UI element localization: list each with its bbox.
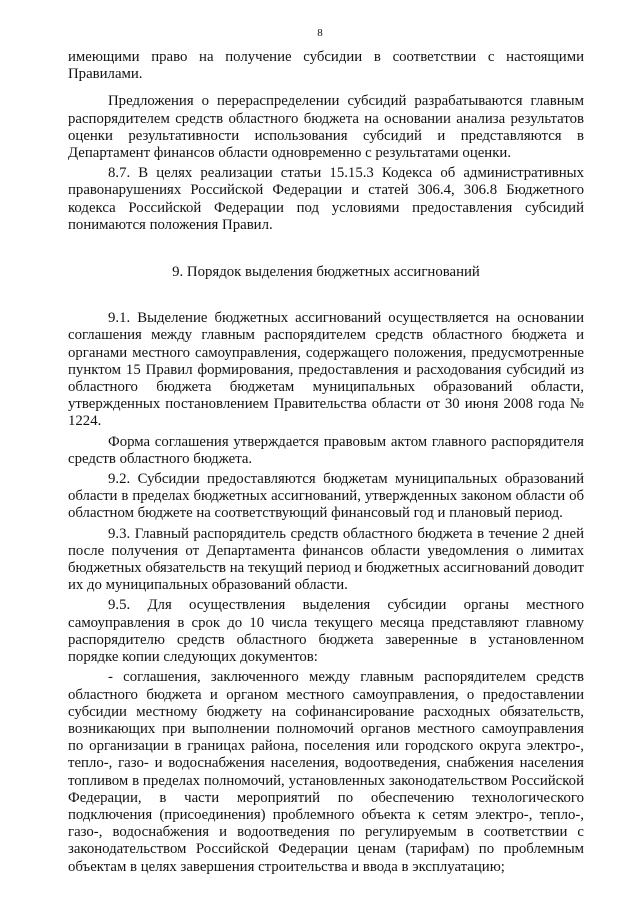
paragraph-9-5: 9.5. Для осуществления выделения субсидии органы местного самоуправления в срок до 10 числа текущего месяца представляют главному распорядителю средств областного бюджета заверенные в установленном порядке копии следующих документов: <box>68 597 584 666</box>
paragraph-9-3: 9.3. Главный распорядитель средств областного бюджета в течение 2 дней после получения от Департамента финансов области уведомления о лимитах бюджетных обязательств на текущий период и бюджетных ассигнований доводит их до муниципальных образований области. <box>68 525 584 594</box>
paragraph-continuation: имеющими право на получение субсидии в соответствии с настоящими Правилами. <box>68 49 584 83</box>
paragraph-agreement-form: Форма соглашения утверждается правовым актом главного распорядителя средств областного бюджета. <box>68 433 584 467</box>
section-heading: 9. Порядок выделения бюджетных ассигнований <box>172 264 480 281</box>
paragraph-9-1: 9.1. Выделение бюджетных ассигнований осуществляется на основании соглашения между главным распорядителем средств областного бюджета и органами местного самоуправления, содержащего положения, предусмотренные пунктом 15 Правил формирования, предоставления и расходования субсидий из областного бюджета бюджетам муниципальных образований области, утвержденных постановлением Правительства области от 30 июня 2008 года № 1224. <box>68 310 584 430</box>
paragraph-agreement-item: - соглашения, заключенного между главным распорядителем средств областного бюджета и органом местного самоуправления, о предоставлении субсидии местному бюджету на софинансирование расходных обязательств, возникающих при выполнении полномочий органов местного самоуправления по организации в границах района, поселения или городского округа электро-, тепло-, газо- и водоснабжения населения, водоотведения, снабжения населения топливом в пределах полномочий, установленных законодательством Российской Федерации, в части мероприятий по обеспечению технологического подключения (присоединения) проблемного объекта к сетям электро-, тепло-, газо-, водоснабжения и водоотведения по регулируемым в соответствии с законодательством Российской Федерации ценам (тарифам) по проблемным объектам в целях завершения строительства и ввода в эксплуатацию; <box>68 669 584 875</box>
page-number: 8 <box>317 27 323 39</box>
document-body <box>68 49 584 876</box>
paragraph-9-2: 9.2. Субсидии предоставляются бюджетам муниципальных образований области в пределах бюджетных ассигнований, утвержденных законом области об областном бюджете на соответствующий финансовый год и плановый период. <box>68 471 584 522</box>
paragraph-8-7: 8.7. В целях реализации статьи 15.15.3 Кодекса об административных правонарушениях Российской Федерации и статей 306.4, 306.8 Бюджетного кодекса Российской Федерации под условиями предоставления субсидий понимаются положения Правил. <box>68 165 584 233</box>
paragraph-redistribution: Предложения о перераспределении субсидий разрабатываются главным распорядителем средств областного бюджета на основании анализа результатов оценки результативности использования субсидий и представляются в Департамент финансов области одновременно с результатами оценки. <box>68 93 584 162</box>
